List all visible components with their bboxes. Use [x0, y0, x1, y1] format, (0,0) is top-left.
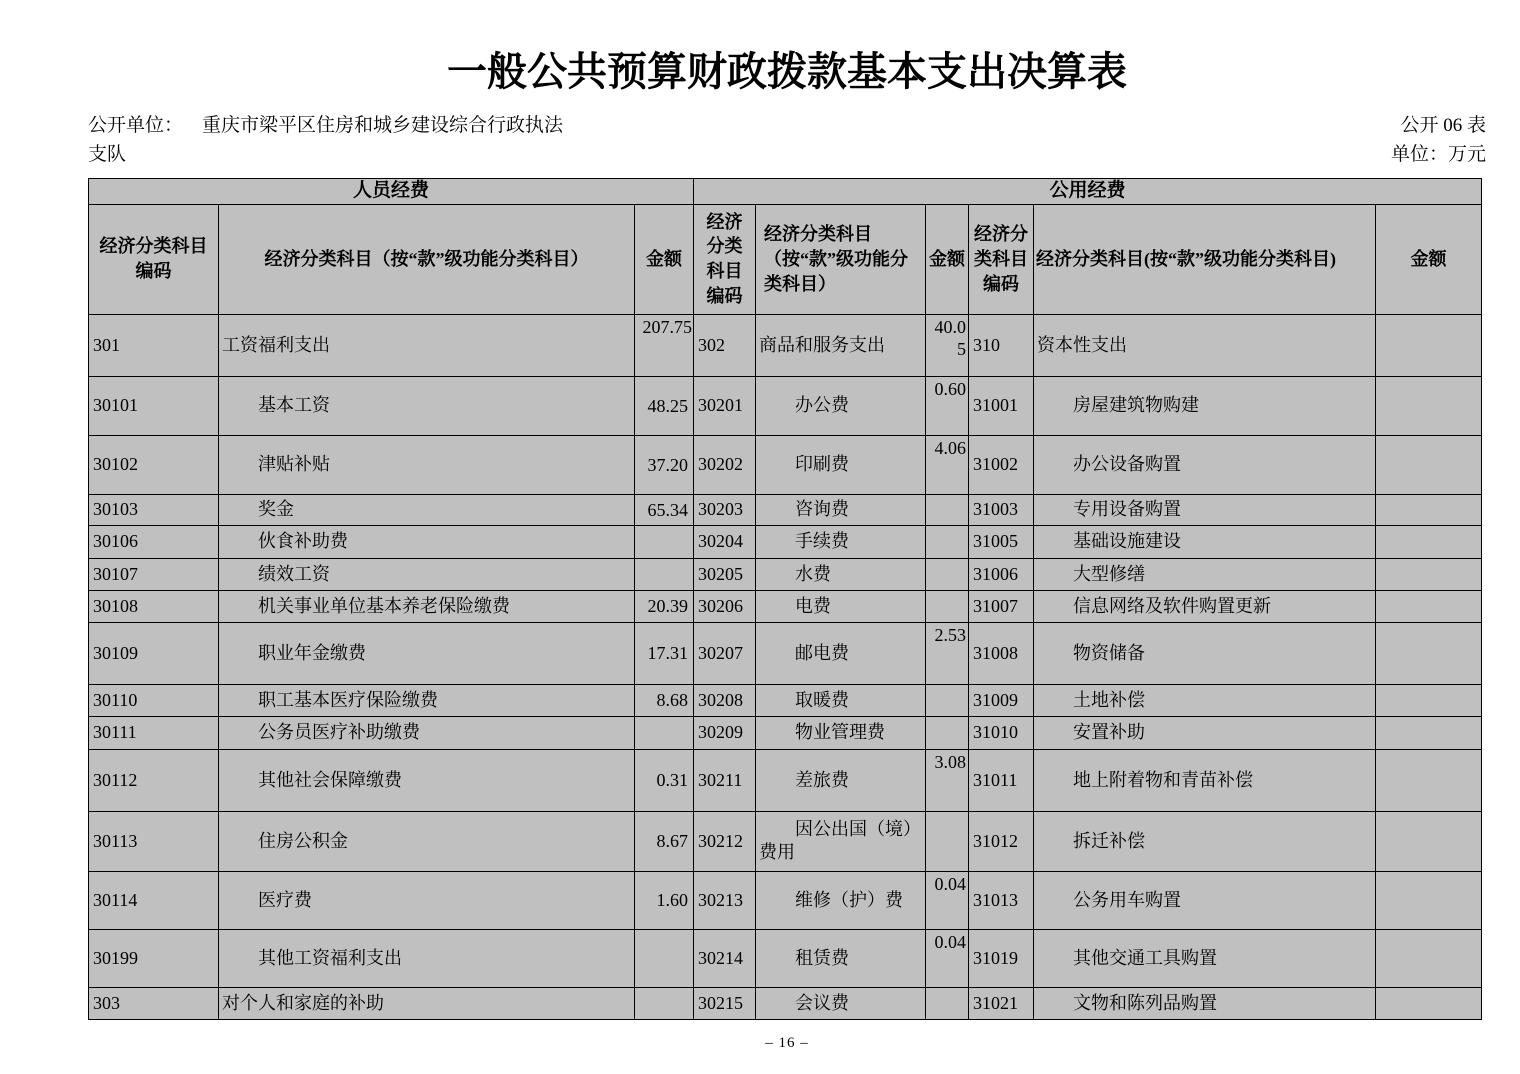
- cell-amt1: 207.75: [635, 314, 694, 376]
- cell-amt2: [926, 716, 969, 749]
- cell-amt2: 0.04: [926, 929, 969, 987]
- cell-item1: 工资福利支出: [219, 314, 635, 376]
- cell-code3: 31021: [969, 987, 1034, 1019]
- section-public-funds: 公用经费: [694, 178, 1482, 204]
- cell-item3: 信息网络及软件购置更新: [1034, 590, 1376, 622]
- col-header-code-2: 经济分类科目编码: [694, 204, 756, 314]
- cell-code3: 31008: [969, 622, 1034, 684]
- col-header-item-2: 经济分类科目（按“款”级功能分类科目）: [756, 204, 926, 314]
- cell-amt1: 1.60: [635, 871, 694, 929]
- cell-code2: 30214: [694, 929, 756, 987]
- cell-amt2: [926, 811, 969, 871]
- cell-item1: 公务员医疗补助缴费: [219, 716, 635, 749]
- cell-item2: 差旅费: [756, 749, 926, 811]
- cell-code1: 30107: [89, 558, 219, 590]
- table-row: [89, 987, 1482, 1019]
- cell-amt3: [1376, 525, 1482, 558]
- section-header-row: [89, 178, 1482, 204]
- cell-code2: 302: [694, 314, 756, 376]
- table-row: [89, 716, 1482, 749]
- cell-code2: 30205: [694, 558, 756, 590]
- cell-code3: 31002: [969, 435, 1034, 494]
- cell-item1: 基本工资: [219, 376, 635, 435]
- section-personnel-funds: 人员经费: [89, 178, 694, 204]
- cell-amt3: [1376, 622, 1482, 684]
- cell-code1: 303: [89, 987, 219, 1019]
- cell-amt1: [635, 558, 694, 590]
- cell-code2: 30203: [694, 494, 756, 525]
- cell-item2: 邮电费: [756, 622, 926, 684]
- cell-code1: 30101: [89, 376, 219, 435]
- cell-code3: 31003: [969, 494, 1034, 525]
- cell-item1: 医疗费: [219, 871, 635, 929]
- column-header-row: [89, 204, 1482, 314]
- cell-code2: 30201: [694, 376, 756, 435]
- col-header-amount-3: 金额: [1376, 204, 1482, 314]
- expenditure-table: [88, 178, 1482, 1020]
- cell-code3: 31005: [969, 525, 1034, 558]
- cell-code2: 30207: [694, 622, 756, 684]
- cell-amt2: 40.05: [926, 314, 969, 376]
- cell-code3: 31001: [969, 376, 1034, 435]
- cell-amt1: 8.67: [635, 811, 694, 871]
- publisher-block: [88, 111, 574, 169]
- cell-amt3: [1376, 929, 1482, 987]
- col-header-amount-2: 金额: [926, 204, 969, 314]
- cell-item1: 伙食补助费: [219, 525, 635, 558]
- cell-code3: 31019: [969, 929, 1034, 987]
- cell-code1: 30199: [89, 929, 219, 987]
- col-header-item-1: 经济分类科目（按“款”级功能分类科目）: [219, 204, 635, 314]
- cell-item1: 住房公积金: [219, 811, 635, 871]
- cell-amt3: [1376, 314, 1482, 376]
- cell-item3: 安置补助: [1034, 716, 1376, 749]
- cell-item3: 拆迁补偿: [1034, 811, 1376, 871]
- cell-item3: 物资储备: [1034, 622, 1376, 684]
- cell-item2: 水费: [756, 558, 926, 590]
- cell-amt2: 4.06: [926, 435, 969, 494]
- cell-amt1: 48.25: [635, 376, 694, 435]
- cell-item3: 土地补偿: [1034, 684, 1376, 716]
- cell-amt1: 8.68: [635, 684, 694, 716]
- cell-code1: 301: [89, 314, 219, 376]
- cell-amt2: 3.08: [926, 749, 969, 811]
- cell-code2: 30204: [694, 525, 756, 558]
- cell-item3: 专用设备购置: [1034, 494, 1376, 525]
- cell-code3: 31010: [969, 716, 1034, 749]
- cell-code2: 30212: [694, 811, 756, 871]
- cell-item2: 取暖费: [756, 684, 926, 716]
- cell-amt2: 0.04: [926, 871, 969, 929]
- cell-code1: 30113: [89, 811, 219, 871]
- page-title: 一般公共预算财政拨款基本支出决算表: [447, 49, 1127, 94]
- cell-item1: 机关事业单位基本养老保险缴费: [219, 590, 635, 622]
- table-body: [89, 314, 1482, 1019]
- cell-amt1: 65.34: [635, 494, 694, 525]
- cell-item3: 地上附着物和青苗补偿: [1034, 749, 1376, 811]
- cell-code1: 30102: [89, 435, 219, 494]
- cell-item2: 会议费: [756, 987, 926, 1019]
- publisher-label: 公开单位：: [88, 114, 184, 136]
- cell-item3: 资本性支出: [1034, 314, 1376, 376]
- cell-item2: 咨询费: [756, 494, 926, 525]
- cell-code1: 30106: [89, 525, 219, 558]
- unit-note: 单位：万元: [1390, 143, 1486, 165]
- cell-code3: 31013: [969, 871, 1034, 929]
- cell-code3: 31011: [969, 749, 1034, 811]
- meta-row: [88, 111, 1486, 169]
- cell-item3: 房屋建筑物购建: [1034, 376, 1376, 435]
- cell-amt2: [926, 525, 969, 558]
- cell-amt3: [1376, 987, 1482, 1019]
- cell-code2: 30211: [694, 749, 756, 811]
- cell-code1: 30112: [89, 749, 219, 811]
- cell-item2: 办公费: [756, 376, 926, 435]
- cell-amt2: [926, 558, 969, 590]
- table-row: [89, 558, 1482, 590]
- cell-code1: 30109: [89, 622, 219, 684]
- cell-amt2: [926, 987, 969, 1019]
- cell-code2: 30202: [694, 435, 756, 494]
- cell-amt3: [1376, 749, 1482, 811]
- cell-code1: 30110: [89, 684, 219, 716]
- cell-amt1: 37.20: [635, 435, 694, 494]
- table-row: [89, 929, 1482, 987]
- table-row: [89, 622, 1482, 684]
- cell-item3: 其他交通工具购置: [1034, 929, 1376, 987]
- cell-amt1: [635, 929, 694, 987]
- cell-code2: 30208: [694, 684, 756, 716]
- cell-item1: 对个人和家庭的补助: [219, 987, 635, 1019]
- cell-code3: 310: [969, 314, 1034, 376]
- table-row: [89, 525, 1482, 558]
- cell-amt2: 2.53: [926, 622, 969, 684]
- cell-item1: 奖金: [219, 494, 635, 525]
- cell-amt3: [1376, 376, 1482, 435]
- col-header-code-1: 经济分类科目编码: [89, 204, 219, 314]
- col-header-item-3: 经济分类科目(按“款”级功能分类科目): [1034, 204, 1376, 314]
- cell-code1: 30114: [89, 871, 219, 929]
- table-row: [89, 376, 1482, 435]
- cell-item3: 办公设备购置: [1034, 435, 1376, 494]
- cell-item3: 文物和陈列品购置: [1034, 987, 1376, 1019]
- cell-code2: 30213: [694, 871, 756, 929]
- meta-right-block: [1391, 111, 1486, 169]
- cell-code2: 30209: [694, 716, 756, 749]
- cell-amt3: [1376, 558, 1482, 590]
- cell-amt3: [1376, 435, 1482, 494]
- table-row: [89, 435, 1482, 494]
- cell-code1: 30108: [89, 590, 219, 622]
- cell-code1: 30111: [89, 716, 219, 749]
- cell-item3: 公务用车购置: [1034, 871, 1376, 929]
- col-header-amount-1: 金额: [635, 204, 694, 314]
- cell-item1: 其他工资福利支出: [219, 929, 635, 987]
- sheet-number: 公开 06 表: [1400, 114, 1486, 136]
- cell-amt2: 0.60: [926, 376, 969, 435]
- cell-amt1: [635, 987, 694, 1019]
- table-row: [89, 811, 1482, 871]
- cell-item3: 基础设施建设: [1034, 525, 1376, 558]
- cell-item3: 大型修缮: [1034, 558, 1376, 590]
- table-row: [89, 314, 1482, 376]
- cell-code1: 30103: [89, 494, 219, 525]
- cell-amt2: [926, 494, 969, 525]
- cell-amt3: [1376, 590, 1482, 622]
- cell-amt1: 20.39: [635, 590, 694, 622]
- cell-item1: 津贴补贴: [219, 435, 635, 494]
- cell-amt3: [1376, 871, 1482, 929]
- cell-item1: 绩效工资: [219, 558, 635, 590]
- cell-item1: 职工基本医疗保险缴费: [219, 684, 635, 716]
- col-header-code-3: 经济分类科目编码: [969, 204, 1034, 314]
- cell-item2: 商品和服务支出: [756, 314, 926, 376]
- cell-amt2: [926, 684, 969, 716]
- cell-amt3: [1376, 684, 1482, 716]
- cell-item2: 物业管理费: [756, 716, 926, 749]
- cell-item2: 维修（护）费: [756, 871, 926, 929]
- table-row: [89, 590, 1482, 622]
- table-row: [89, 749, 1482, 811]
- table-row: [89, 684, 1482, 716]
- table-row: [89, 494, 1482, 525]
- cell-amt1: [635, 525, 694, 558]
- cell-code3: 31007: [969, 590, 1034, 622]
- cell-code3: 31012: [969, 811, 1034, 871]
- cell-code3: 31009: [969, 684, 1034, 716]
- cell-amt1: [635, 716, 694, 749]
- cell-amt2: [926, 590, 969, 622]
- table-row: [89, 871, 1482, 929]
- cell-amt3: [1376, 494, 1482, 525]
- cell-amt3: [1376, 716, 1482, 749]
- cell-code3: 31006: [969, 558, 1034, 590]
- cell-item2: 印刷费: [756, 435, 926, 494]
- cell-amt3: [1376, 811, 1482, 871]
- cell-item2: 因公出国（境）费用: [756, 811, 926, 871]
- cell-item2: 租赁费: [756, 929, 926, 987]
- cell-item1: 其他社会保障缴费: [219, 749, 635, 811]
- cell-amt1: 17.31: [635, 622, 694, 684]
- page-number: – 16 –: [765, 1034, 809, 1051]
- cell-item1: 职业年金缴费: [219, 622, 635, 684]
- cell-item2: 手续费: [756, 525, 926, 558]
- cell-item2: 电费: [756, 590, 926, 622]
- publisher-name: 重庆市梁平区住房和城乡建设综合行政执法支队: [88, 114, 564, 165]
- cell-code2: 30206: [694, 590, 756, 622]
- cell-code2: 30215: [694, 987, 756, 1019]
- cell-amt1: 0.31: [635, 749, 694, 811]
